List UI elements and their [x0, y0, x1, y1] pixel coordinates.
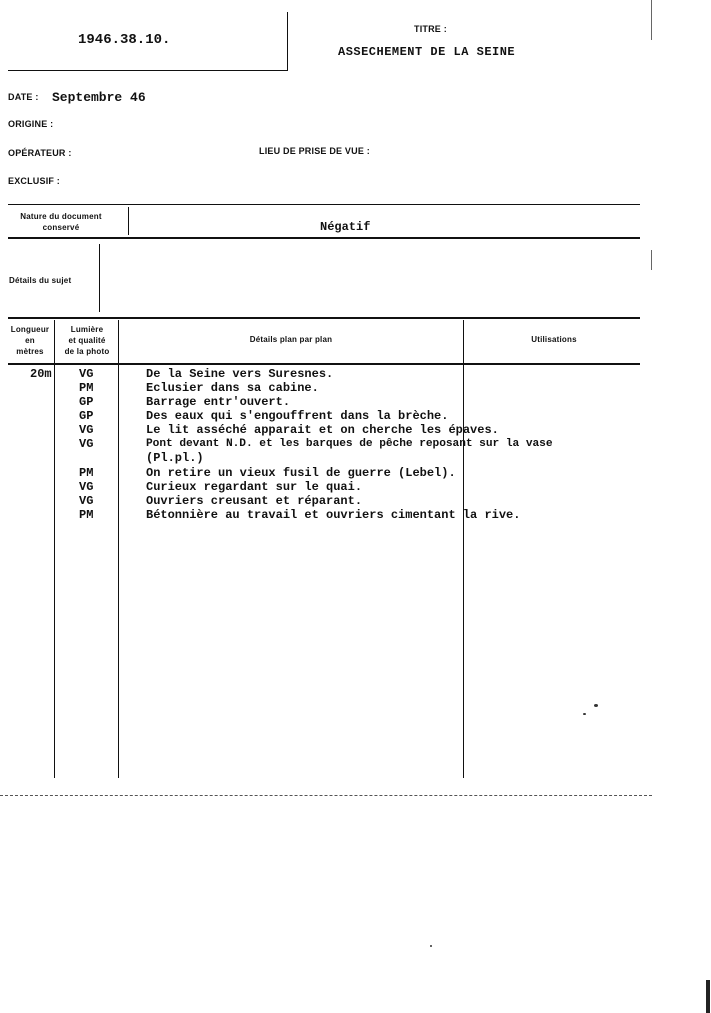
nature-label [6, 211, 116, 233]
scan-speck [594, 704, 598, 707]
nature-label-line2: conservé [42, 223, 80, 232]
details-sujet-bottom-rule [8, 317, 640, 319]
scan-speck [430, 945, 432, 947]
row-text: On retire un vieux fusil de guerre (Lebel). [146, 466, 456, 480]
table-header-rule [8, 363, 640, 365]
col-details-header: Détails plan par plan [249, 335, 333, 344]
nature-divider [128, 207, 129, 235]
row-code: VG [79, 494, 94, 508]
right-edge-mark [651, 0, 652, 40]
row-code: VG [79, 423, 94, 437]
col-lumiere-line1: Lumière [70, 325, 104, 334]
nature-label-line1: Nature du document [20, 212, 102, 221]
operateur-label: OPÉRATEUR : [8, 148, 72, 158]
row-text: Ouvriers creusant et réparant. [146, 494, 363, 508]
col-lumiere-line3: de la photo [64, 347, 110, 356]
details-sujet-label: Détails du sujet [9, 276, 72, 285]
col-longueur-line2: en [25, 336, 35, 345]
table-bottom-rule [0, 795, 652, 796]
length-value: 20m [30, 367, 52, 381]
row-code: PM [79, 381, 94, 395]
header-divider [287, 12, 288, 70]
right-edge-mark [651, 250, 652, 270]
row-text: Bétonnière au travail et ouvriers cimentant la rive. [146, 508, 521, 522]
details-sujet-divider [99, 244, 100, 312]
row-text: Pont devant N.D. et les barques de pêche reposant sur la vase [146, 438, 553, 450]
col-longueur-header [6, 324, 54, 357]
col-lumiere-line2: et qualité [68, 336, 106, 345]
row-code: PM [79, 508, 94, 522]
row-code: VG [79, 367, 94, 381]
col-line-1 [54, 320, 55, 778]
row-text: (Pl.pl.) [146, 451, 204, 465]
origine-label: ORIGINE : [8, 119, 54, 129]
lieu-label: LIEU DE PRISE DE VUE : [259, 146, 370, 156]
exclusif-label: EXCLUSIF : [8, 176, 61, 186]
col-line-3 [463, 320, 464, 778]
scan-speck [583, 713, 586, 715]
nature-bottom-rule [8, 237, 640, 239]
row-text: Des eaux qui s'engouffrent dans la brèche. [146, 409, 449, 423]
col-utilisations-header: Utilisations [531, 335, 577, 344]
col-longueur-line1: Longueur [10, 325, 50, 334]
col-line-2 [118, 320, 119, 778]
row-text: Barrage entr'ouvert. [146, 395, 291, 409]
row-code: GP [79, 409, 94, 423]
row-text: De la Seine vers Suresnes. [146, 367, 334, 381]
right-edge-mark [706, 980, 710, 1013]
title-value: ASSECHEMENT DE LA SEINE [338, 45, 516, 59]
nature-top-rule [8, 204, 640, 205]
title-label: TITRE : [414, 24, 447, 34]
nature-value: Négatif [320, 220, 371, 234]
row-code: PM [79, 466, 94, 480]
reference-number: 1946.38.10. [78, 32, 171, 48]
date-label: DATE : [8, 92, 39, 102]
row-code: VG [79, 437, 94, 451]
date-value: Septembre 46 [52, 90, 146, 105]
row-code: GP [79, 395, 94, 409]
row-text: Curieux regardant sur le quai. [146, 480, 363, 494]
header-bottom-rule [8, 70, 288, 71]
col-longueur-line3: mètres [16, 347, 44, 356]
row-code: VG [79, 480, 94, 494]
col-lumiere-header [56, 324, 118, 357]
row-text: Le lit asséché apparait et on cherche les épaves. [146, 423, 499, 437]
row-text: Eclusier dans sa cabine. [146, 381, 319, 395]
